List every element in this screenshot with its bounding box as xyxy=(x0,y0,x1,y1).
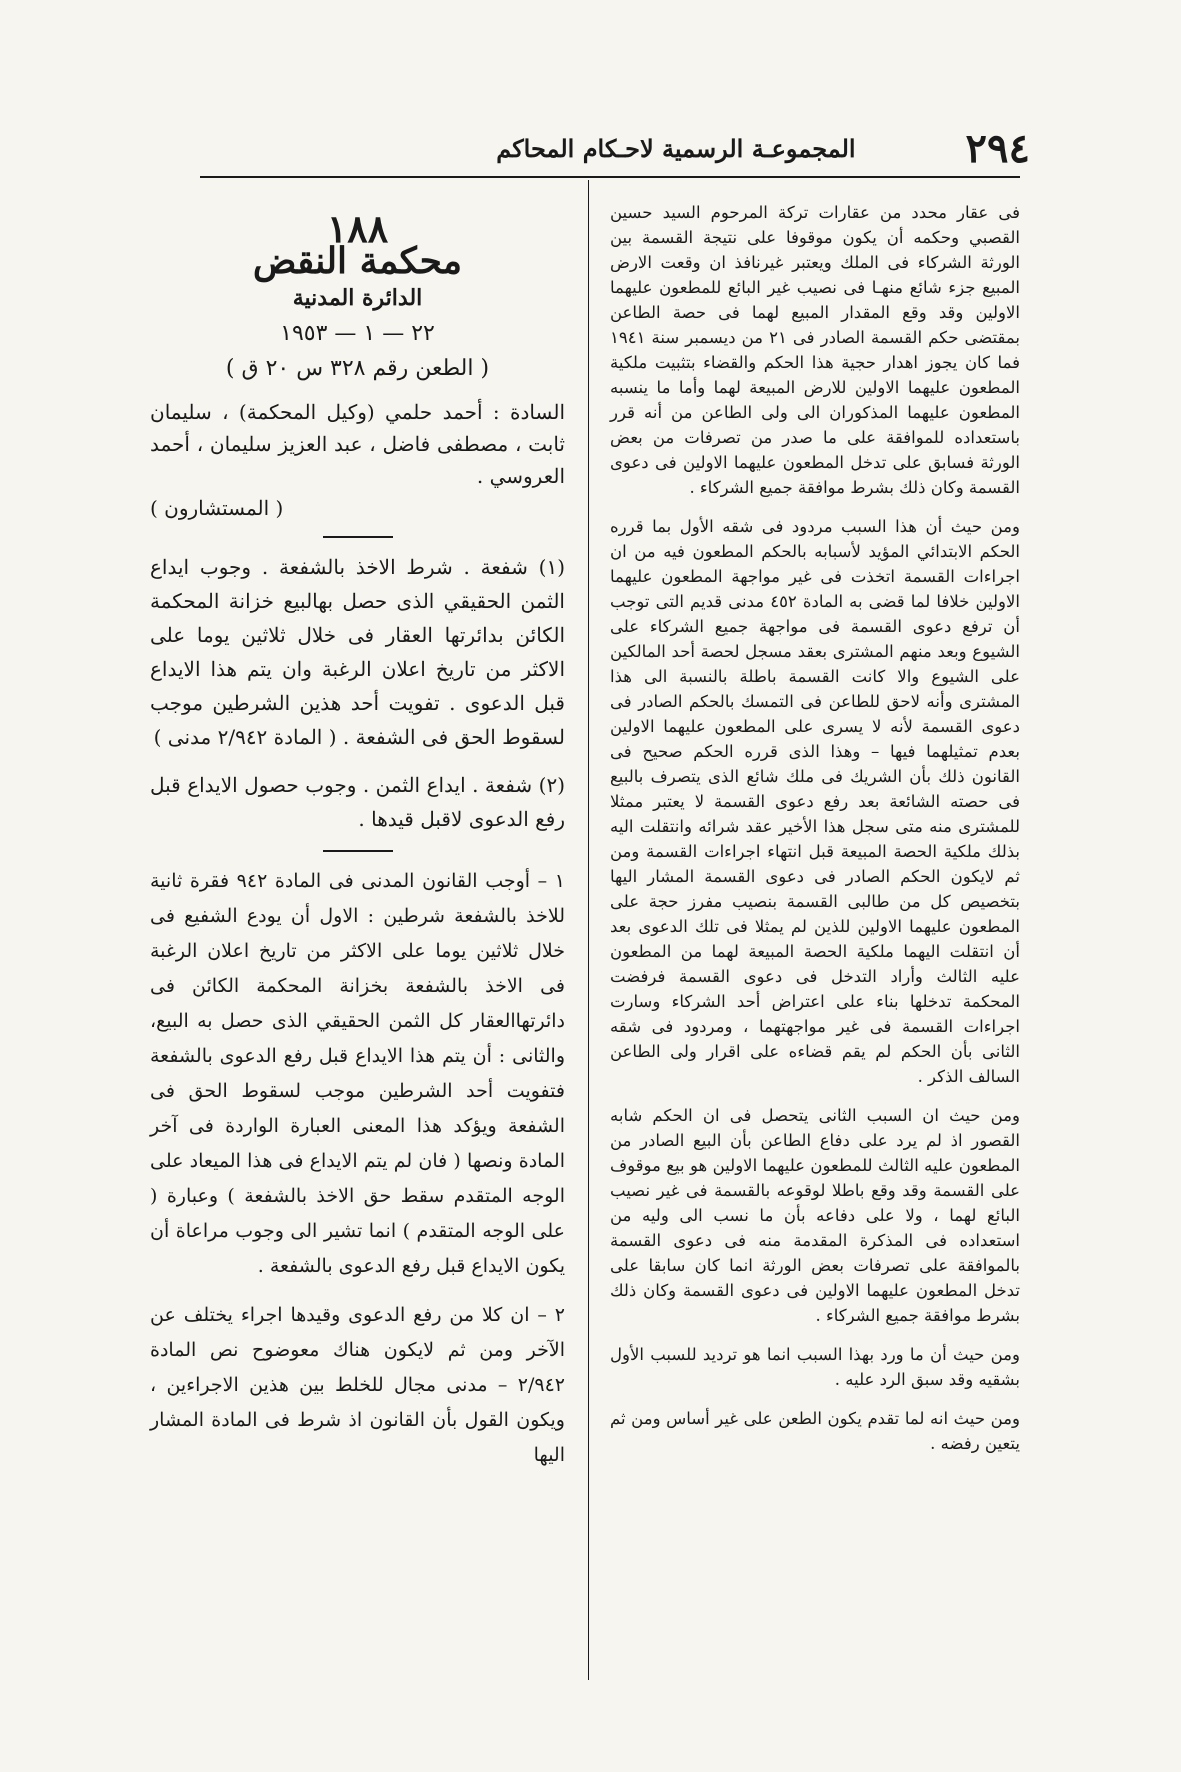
section-rule xyxy=(323,536,393,538)
section-rule xyxy=(323,850,393,852)
left-column xyxy=(150,206,566,1487)
case-number: ١٨٨ xyxy=(326,206,389,251)
running-title: المجموعـة الرسمية لاحـكام المحاكم xyxy=(496,133,856,163)
appeal-number: ( الطعن رقم ٣٢٨ س ٢٠ ق ) xyxy=(225,356,490,381)
header-rule xyxy=(200,176,1020,178)
headnote-1: (١) شفعة . شرط الاخذ بالشفعة . وجوب ايداع الثمن الحقيقي الذى حصل بهالبيع خزانة المحكمة الكائن بدائرتها العقار فى خلال ثلاثين يوما على الاكثر من تاريخ اعلان الرغبة وان يتم هذا الايداع قبل الدعوى . تفويت أحد هذين الشرطين موجب لسقوط الحق فى الشفعة . ( المادة ٢/٩٤٢ مدنى ) xyxy=(150,555,565,749)
court-name: محكمة النقض xyxy=(252,240,463,282)
page-number: ٢٩٤ xyxy=(965,124,1030,172)
circuit-name: الدائرة المدنية xyxy=(292,285,423,311)
right-paragraph-3: ومن حيث ان السبب الثانى يتحصل فى ان الحكم شابه القصور اذ لم يرد على دفاع الطاعن بأن البيع الصادر من المطعون عليه الثالث للمطعون عليهما الاولين هو بيع موقوف على القسمة وقد وقع باطلا لوقوعه بالقسمة فى غير نصيب البائع لهما ، ولا على دفاعه بأن ما نسب الى وليه من استعداده فى المذكرة المقدمة منه فى دعوى القسمة بالموافقة على تصرفات بعض الورثة انما كان سابقا على تدخل المطعون عليهما الاولين فى دعوى القسمة وكان ذلك بشرط موافقة جميع الشركاء . xyxy=(610,1106,1020,1325)
headnote-2: (٢) شفعة . ايداع الثمن . وجوب حصول الايداع قبل رفع الدعوى لاقبل قيدها . xyxy=(150,773,565,831)
right-column xyxy=(610,200,1020,1470)
right-paragraph-1: فى عقار محدد من عقارات تركة المرحوم السيد حسين القصبي وحكمه أن يكون موقوفا على نتيجة القسمة بين الورثة الشركاء فى الملك ويعتبر غيرنافذ ان وقعت الارض المبيع جزء شائع منهـا فى نصيب غير البائع للمطعون عليهما الاولين وقد وقع المقدار المبيع لهما فى حصة الطاعن بمقتضى حكم القسمة الصادر فى ٢١ من ديسمبر سنة ١٩٤١ فما كان يجوز اهدار حجية هذا الحكم والقضاء بتثبيت ملكية المطعون عليهما الاولين للارض المبيعة لهما وأما ما ينسبه المطعون عليهما المذكوران الى ولى الطاعن من أنه قرر باستعداده للموافقة على ما صدر من تصرفات من بعض الورثة فسابق على تدخل المطعون عليهما الاولين فى دعوى القسمة وكان ذلك بشرط موافقة جميع الشركاء . xyxy=(610,203,1020,497)
principle-1: ١ – أوجب القانون المدنى فى المادة ٩٤٢ فقرة ثانية للاخذ بالشفعة شرطين : الاول أن يودع الشفيع فى خلال ثلاثين يوما على الاكثر من تاريخ اعلان الرغبة فى الاخذ بالشفعة بخزانة المحكمة الكائن فى دائرتهاالعقار كل الثمن الحقيقي الذى حصل به البيع، والثانى : أن يتم هذا الايداع قبل رفع الدعوى بالشفعة فتفويت أحد الشرطين موجب لسقوط الحق فى الشفعة ويؤكد هذا المعنى العبارة الواردة فى آخر المادة ونصها ( فان لم يتم الايداع فى هذا الميعاد على الوجه المتقدم سقط حق الاخذ بالشفعة ) وعبارة ( على الوجه المتقدم ) انما تشير الى وجوب مراعاة أن يكون الايداع قبل رفع الدعوى بالشفعة . xyxy=(150,870,566,1277)
judgment-date: ٢٢ — ١ — ١٩٥٣ xyxy=(280,321,435,346)
judges-panel xyxy=(150,396,565,524)
judges-title: ( المستشارون ) xyxy=(150,496,284,520)
right-paragraph-2: ومن حيث أن هذا السبب مردود فى شقه الأول بما قرره الحكم الابتدائي المؤيد لأسبابه بالحكم المطعون فيه من ان اجراءات القسمة اتخذت فى غير مواجهة المطعون عليهما الاولين خلافا لما قضى به المادة ٤٥٢ مدنى قديم التى توجب أن ترفع دعوى القسمة فى مواجهة جميع الشركاء على الشيوع وبعد منهم المشترى بعقد مسجل لحصة أحد المالكين على الشيوع والا كانت القسمة باطلة بالنسبة الى هذا المشترى وأنه لاحق للطاعن فى التمسك بالحكم الصادر فى دعوى القسمة لأنه لا يسرى على المطعون عليهما الاولين بعدم تمثيلهما فيها – وهذا الذى قرره الحكم صحيح فى القانون ذلك بأن الشريك فى ملك شائع الذى يتصرف بالبيع فى حصته الشائعة بعد رفع دعوى القسمة لا يعتبر ممثلا للمشترى منه متى سجل هذا الأخير عقد شرائه وانتقلت اليه بذلك ملكية الحصة المبيعة قبل انتهاء اجراءات القسمة ومن ثم لايكون الحكم الصادر فى دعوى القسمة المشار اليها بتخصيص كل من طالبى القسمة بنصيب مفرز حجة على المطعون عليهما الاولين للذين لم يمثلا فى تلك الدعوى بعد أن انتقلت اليهما ملكية الحصة المبيعة لهما من المطعون عليه الثالث وأراد التدخل فى دعوى القسمة فرفضت المحكمة تدخلها بناء على اعتراض أحد الشركاء وسارت اجراءات القسمة فى غير مواجهتهما ، ومردود فى شقه الثانى بأن الحكم لم يقم قضاءه على اقرار ولى الطاعن السالف الذكر . xyxy=(610,517,1020,1086)
right-paragraph-5: ومن حيث انه لما تقدم يكون الطعن على غير أساس ومن ثم يتعين رفضه . xyxy=(610,1409,1020,1453)
right-paragraph-4: ومن حيث أن ما ورد بهذا السبب انما هو ترديد للسبب الأول بشقيه وقد سبق الرد عليه . xyxy=(610,1345,1020,1389)
judges-names: السادة : أحمد حلمي (وكيل المحكمة) ، سليمان ثابت ، مصطفى فاضل ، عبد العزيز سليمان ، أحمد العروسي . xyxy=(150,400,565,488)
column-divider xyxy=(588,180,589,1680)
running-header xyxy=(270,118,1030,178)
principle-2: ٢ – ان كلا من رفع الدعوى وقيدها اجراء يختلف عن الآخر ومن ثم لايكون هناك معوضوح نص المادة ٢/٩٤٢ – مدنى مجال للخلط بين هذين الاجراءين ، ويكون القول بأن القانون اذ شرط فى المادة المشار اليها xyxy=(150,1304,565,1466)
